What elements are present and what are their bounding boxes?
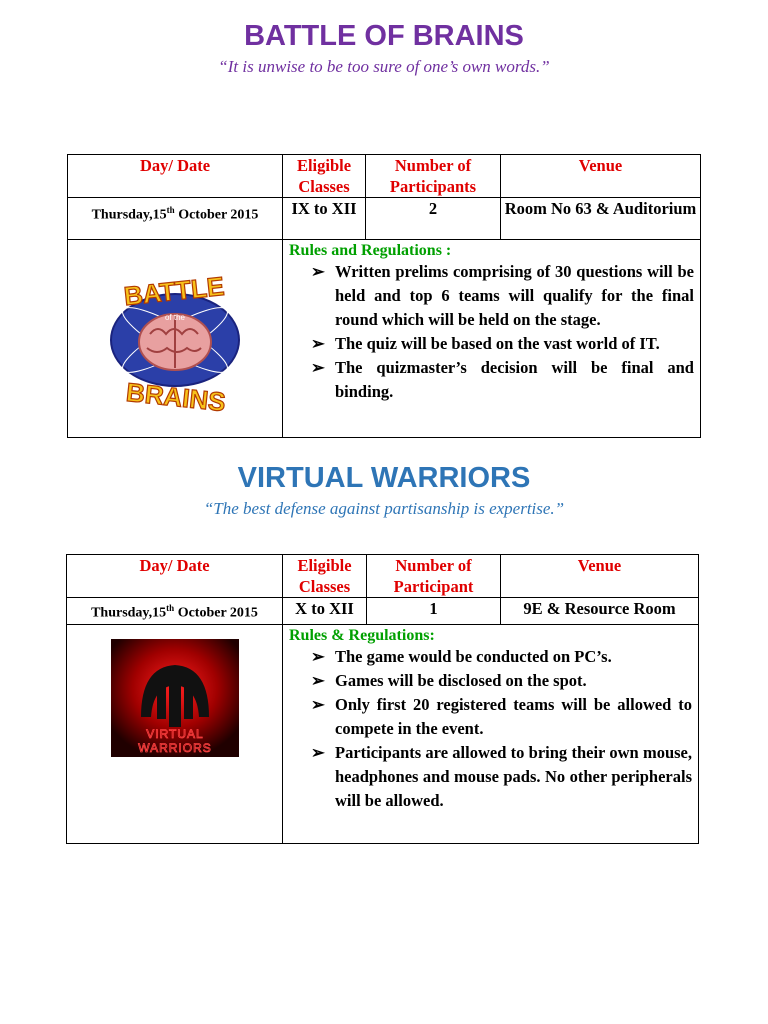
event-quote: “It is unwise to be too sure of one’s own words.” <box>218 57 550 76</box>
arrow-bullet-icon: ➢ <box>311 670 325 690</box>
header-row <box>67 555 699 598</box>
cell-participants: 2 <box>366 198 501 240</box>
list-item: ➢ The quizmaster’s decision will be final and binding. <box>311 358 694 401</box>
logo-text-battle: BATTLE <box>122 270 226 312</box>
header-venue: Venue <box>501 155 701 198</box>
arrow-bullet-icon: ➢ <box>311 334 325 353</box>
arrow-bullet-icon: ➢ <box>311 694 325 714</box>
cell-day-date: Thursday,15th October 2015 <box>68 198 283 240</box>
cell-venue: 9E & Resource Room <box>501 598 699 625</box>
list-item: ➢ The quiz will be based on the vast world of IT. <box>311 332 694 356</box>
data-row <box>68 198 701 240</box>
logo-text-of-the: of the <box>164 313 186 322</box>
list-item: ➢ Games will be disclosed on the spot. <box>311 669 692 693</box>
header-number-of-participant: Number of Participant <box>367 555 501 598</box>
header-day-date: Day/ Date <box>68 155 283 198</box>
header-row <box>68 155 701 198</box>
cell-eligible-classes: IX to XII <box>283 198 366 240</box>
data-row <box>67 598 699 625</box>
logo-cell <box>68 240 283 438</box>
header-eligible-classes: Eligible Classes <box>283 155 366 198</box>
arrow-bullet-icon: ➢ <box>311 358 325 377</box>
rules-heading: Rules & Regulations: <box>289 626 435 644</box>
event-table-battle-of-brains <box>67 154 701 438</box>
header-venue: Venue <box>501 555 699 598</box>
list-item: ➢ Participants are allowed to bring their own mouse, headphones and mouse pads. No other peripherals will be allowed. <box>311 742 692 810</box>
cell-venue: Room No 63 & Auditorium <box>501 198 701 240</box>
header-day-date: Day/ Date <box>67 555 283 598</box>
cell-participants: 1 <box>367 598 501 625</box>
logo-text-warriors: WARRIORS <box>137 740 212 755</box>
rules-list <box>283 645 698 813</box>
arrow-bullet-icon: ➢ <box>311 742 325 762</box>
rules-row <box>67 624 699 843</box>
virtual-warriors-logo-icon <box>111 639 239 757</box>
rules-row <box>68 240 701 438</box>
arrow-bullet-icon: ➢ <box>311 646 325 666</box>
rules-heading: Rules and Regulations : <box>289 242 452 259</box>
cell-day-date: Thursday,15th October 2015 <box>67 598 283 625</box>
header-eligible-classes: Eligible Classes <box>283 555 367 598</box>
logo-text-virtual: VIRTUAL <box>145 726 204 741</box>
rules-cell <box>283 624 699 843</box>
arrow-bullet-icon: ➢ <box>311 262 325 281</box>
logo-cell <box>67 624 283 843</box>
logo-text-brains: BRAINS <box>124 376 228 414</box>
rules-list <box>283 260 700 404</box>
list-item: ➢ The game would be conducted on PC’s. <box>311 645 692 669</box>
cell-eligible-classes: X to XII <box>283 598 367 625</box>
battle-of-brains-logo-icon <box>105 264 245 414</box>
event-title: BATTLE OF BRAINS <box>244 20 524 52</box>
event-quote: “The best defense against partisanship is expertise.” <box>203 499 565 518</box>
event-table-virtual-warriors <box>66 554 699 844</box>
event-title: VIRTUAL WARRIORS <box>237 462 531 494</box>
list-item: ➢ Written prelims comprising of 30 questions will be held and top 6 teams will qualify for the final round which will be held on the stage. <box>311 262 694 329</box>
rules-cell <box>283 240 701 438</box>
list-item: ➢ Only first 20 registered teams will be allowed to compete in the event. <box>311 694 692 738</box>
header-number-of-participants: Number of Participants <box>366 155 501 198</box>
